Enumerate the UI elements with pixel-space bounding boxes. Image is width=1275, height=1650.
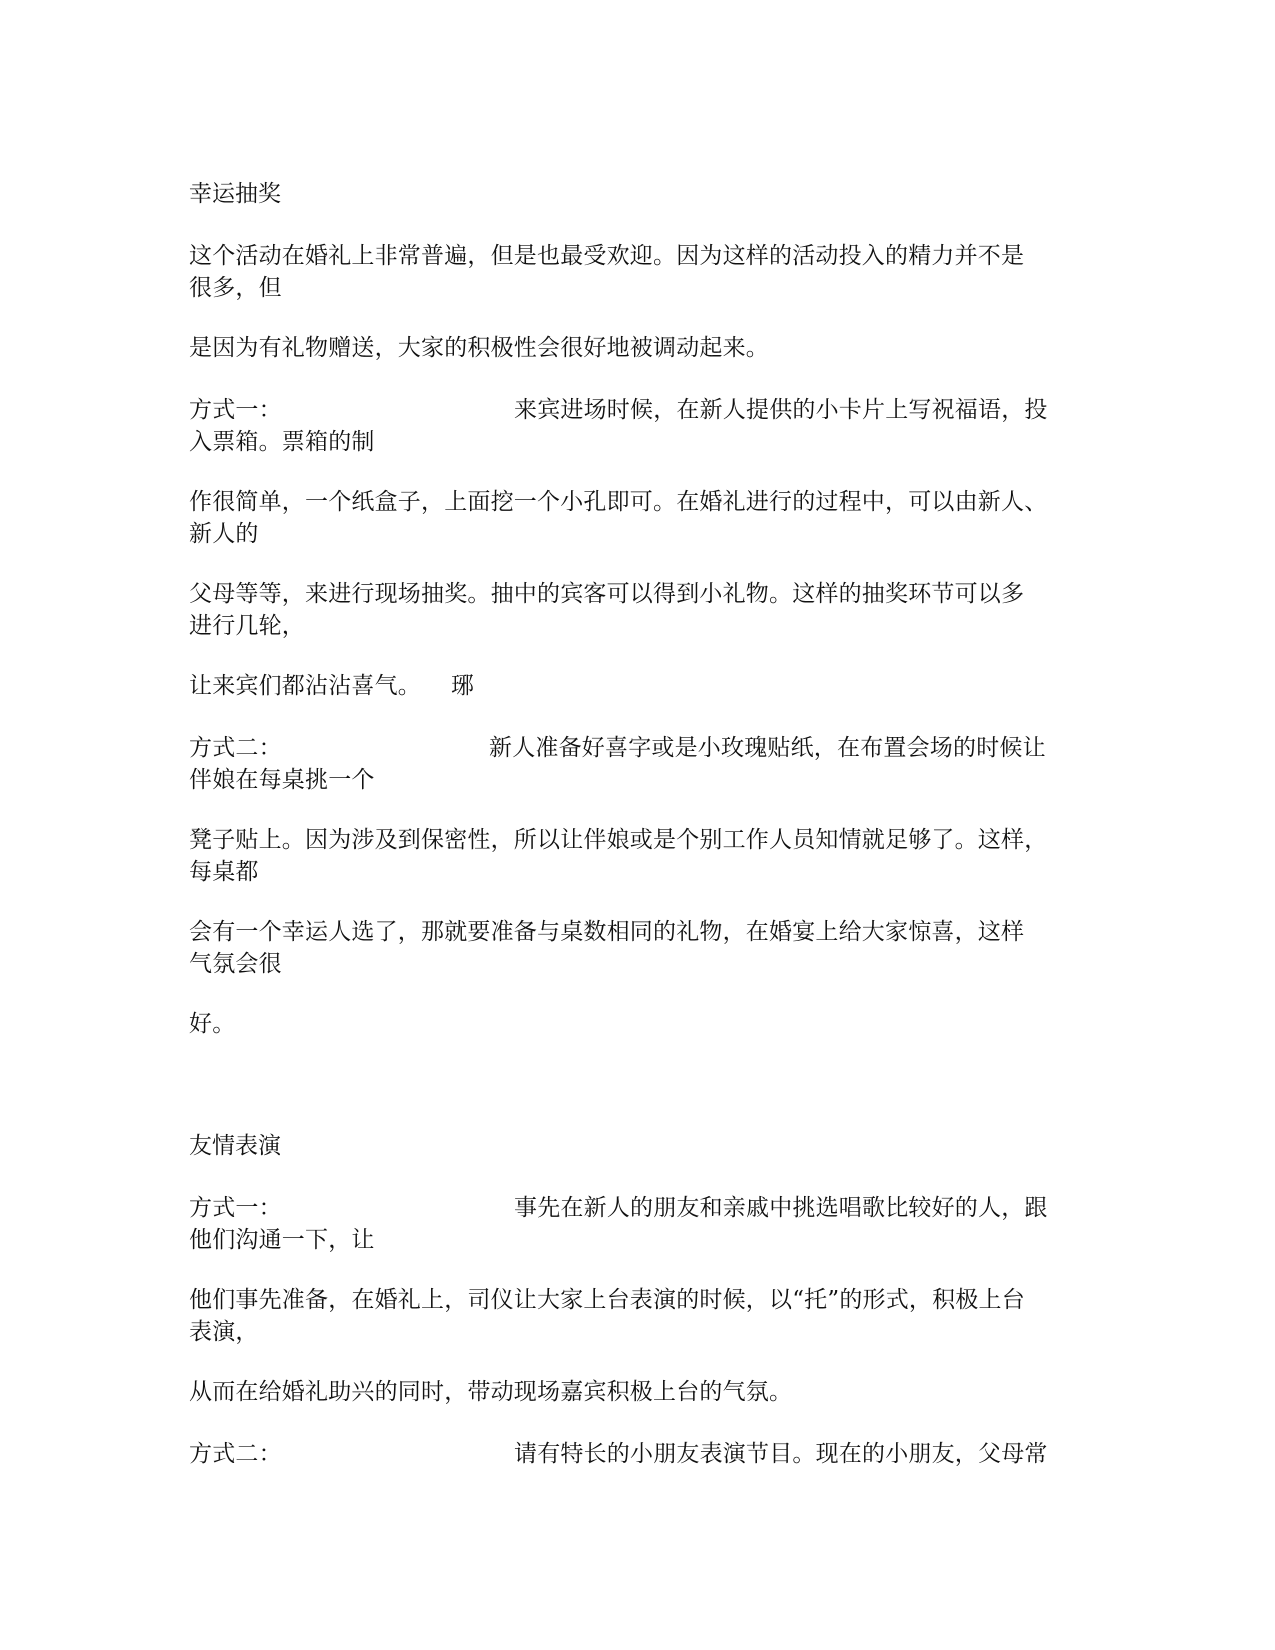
method-text: 新人准备好喜字或是小玫瑰贴纸，在布置会场的时候让 [489,735,1046,761]
text-line: 很多，但 [189,275,282,301]
document-body [189,178,1089,1470]
text-line: 每桌都 [189,859,259,885]
section-heading-friendly-performance: 友情表演 [189,1133,281,1159]
text-line: 好。 [189,1011,236,1037]
text-line [189,670,1089,702]
intro-paragraph [189,240,1089,304]
method-block [189,732,1089,796]
method-text: 事先在新人的朋友和亲戚中挑选唱歌比较好的人，跟 [514,1195,1048,1221]
method-block [189,394,1089,458]
method-block [189,1438,1089,1470]
text-line: 从而在给婚礼助兴的同时，带动现场嘉宾积极上台的气氛。 [189,1379,793,1405]
method-line [189,394,1089,426]
text-line: 入票箱。票箱的制 [189,429,375,455]
text-line: 父母等等，来进行现场抽奖。抽中的宾客可以得到小礼物。这样的抽奖环节可以多 [189,581,1025,607]
text-line: 伴娘在每桌挑一个 [189,767,375,793]
method-label: 方式一： [189,1195,282,1221]
paragraph [189,486,1089,550]
stray-character: 琊 [451,673,475,699]
method-line [189,732,1089,764]
text-line: 他们事先准备，在婚礼上，司仪让大家上台表演的时候，以“托”的形式，积极上台 [189,1287,1025,1313]
text-line: 作很简单，一个纸盒子，上面挖一个小孔即可。在婚礼进行的过程中，可以由新人、 [189,489,1048,515]
text-line: 这个活动在婚礼上非常普遍，但是也最受欢迎。因为这样的活动投入的精力并不是 [189,243,1025,269]
method-label: 方式一： [189,397,282,423]
method-line [189,1438,1089,1470]
text-line: 新人的 [189,521,259,547]
method-text: 请有特长的小朋友表演节目。现在的小朋友，父母常 [514,1441,1048,1467]
paragraph [189,824,1089,888]
text-line: 是因为有礼物赠送，大家的积极性会很好地被调动起来。 [189,335,769,361]
text-line: 表演， [189,1319,259,1345]
section-heading-lucky-draw: 幸运抽奖 [189,181,281,207]
text-span: 让来宾们都沾沾喜气。 [189,673,421,699]
text-line: 会有一个幸运人选了，那就要准备与桌数相同的礼物，在婚宴上给大家惊喜，这样 [189,919,1025,945]
text-line: 气氛会很 [189,951,282,977]
paragraph [189,1284,1089,1348]
method-text: 来宾进场时候，在新人提供的小卡片上写祝福语，投 [514,397,1048,423]
method-label: 方式二： [189,735,282,761]
text-line: 进行几轮， [189,613,305,639]
method-label: 方式二： [189,1441,282,1467]
method-block [189,1192,1089,1256]
text-line: 凳子贴上。因为涉及到保密性，所以让伴娘或是个别工作人员知情就足够了。这样， [189,827,1048,853]
paragraph [189,578,1089,642]
paragraph [189,916,1089,980]
text-line: 他们沟通一下，让 [189,1227,375,1253]
method-line [189,1192,1089,1224]
